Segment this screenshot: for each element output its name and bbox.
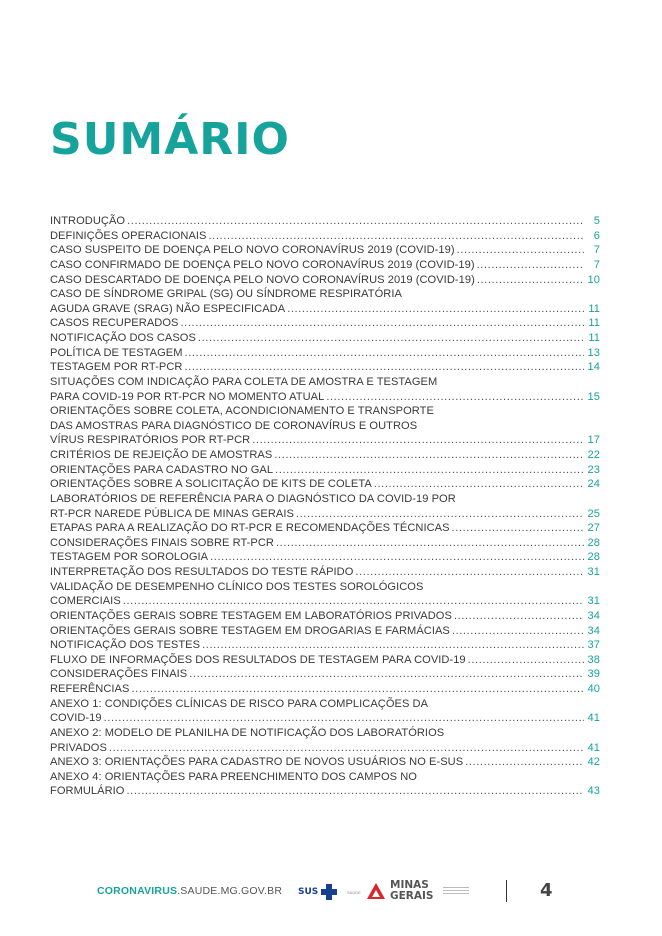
toc-page-number: 6 [593,229,600,242]
toc-entry[interactable] [50,331,600,346]
toc-entry-title: ANEXO 2: MODELO DE PLANILHA DE NOTIFICAÇÃO DOS LABORATÓRIOS [50,726,445,739]
toc-entry[interactable] [50,375,600,404]
toc-leader-dots [457,243,584,258]
toc-entry[interactable] [50,536,600,551]
toc-leader-dots [123,594,584,609]
sus-logo-text: SUS [298,887,319,897]
toc-page-number: 37 [587,639,600,652]
toc-page-number: 31 [587,595,600,608]
minas-gerais-logo [366,880,469,901]
toc-leader-dots [355,565,584,580]
toc-leader-dots [180,316,584,331]
toc-entry-title: ETAPAS PARA A REALIZAÇÃO DO RT-PCR E RECOMENDAÇÕES TÉCNICAS [50,522,450,535]
toc-page-number: 7 [593,258,600,271]
toc-entry[interactable] [50,697,600,726]
toc-leader-dots [198,331,584,346]
toc-page-number: 27 [587,522,600,535]
toc-leader-dots [276,536,584,551]
website-url-highlight: CORONAVIRUS [97,885,178,897]
toc-page-number: 15 [587,390,600,403]
toc-entry-title: TESTAGEM POR SOROLOGIA [50,551,209,564]
toc-leader-dots [465,755,584,770]
toc-page-number: 40 [587,683,600,695]
toc-page-number: 23 [587,463,600,476]
toc-page-number: 17 [587,434,600,447]
toc-entry[interactable] [50,682,600,697]
toc-page-number: 41 [587,741,600,754]
toc-page-number: 11 [588,302,600,315]
toc-leader-dots [127,214,584,229]
sus-logo [298,881,339,903]
toc-leader-dots [185,346,584,361]
toc-entry[interactable] [50,565,600,580]
toc-entry-title: TESTAGEM POR RT-PCR [50,361,183,374]
toc-entry[interactable] [50,667,600,682]
government-tagline-mark [443,885,469,896]
toc-leader-dots [477,258,584,273]
toc-entry[interactable] [50,521,600,536]
toc-entry-title: ANEXO 4: ORIENTAÇÕES PARA PREENCHIMENTO DOS CAMPOS NO [50,770,417,783]
toc-entry[interactable] [50,609,600,624]
toc-entry[interactable] [50,770,600,799]
toc-entry-title: CONSIDERAÇÕES FINAIS [50,668,188,681]
toc-leader-dots [454,609,584,624]
toc-entry-title: FLUXO DE INFORMAÇÕES DOS RESULTADOS DE TESTAGEM PARA COVID-19 [50,653,466,666]
toc-entry-title: ORIENTAÇÕES GERAIS SOBRE TESTAGEM EM LABORATÓRIOS PRIVADOS [50,609,452,622]
toc-entry[interactable] [50,346,600,361]
toc-entry[interactable] [50,726,600,755]
toc-page-number: 28 [587,536,600,549]
toc-entry[interactable] [50,624,600,639]
toc-leader-dots [468,653,584,668]
toc-entry[interactable] [50,360,600,375]
website-url[interactable] [97,885,282,897]
footer-divider [506,880,507,902]
toc-leader-dots [275,463,584,478]
toc-entry[interactable] [50,243,600,258]
toc-page-number: 5 [593,215,600,227]
toc-entry-title: ORIENTAÇÕES PARA CADASTRO NO GAL [50,463,274,476]
toc-page-number: 42 [587,756,600,769]
toc-entry-title: REFERÊNCIAS [50,683,130,695]
table-of-contents [50,214,600,799]
toc-page-number: 25 [587,507,600,520]
toc-page-number: 34 [587,624,600,637]
page-footer [0,878,662,908]
toc-entry[interactable] [50,755,600,770]
toc-leader-dots [252,433,584,448]
toc-entry-title: ANEXO 1: CONDIÇÕES CLÍNICAS DE RISCO PARA COMPLICAÇÕES DA [50,697,429,710]
toc-entry-title: ANEXO 3: ORIENTAÇÕES PARA CADASTRO DE NOVOS USUÁRIOS NO E-SUS [50,756,464,769]
toc-leader-dots [109,741,584,756]
toc-entry-title: CASO CONFIRMADO DE DOENÇA PELO NOVO CORONAVÍRUS 2019 (COVID-19) [50,258,475,271]
toc-page-number: 28 [587,551,600,564]
toc-entry[interactable] [50,653,600,668]
toc-page-number: 43 [587,785,600,798]
toc-entry[interactable] [50,316,600,331]
toc-page-number: 41 [587,712,600,725]
toc-entry-title: DEFINIÇÕES OPERACIONAIS [50,229,207,242]
toc-leader-dots [104,711,584,726]
toc-page-number: 38 [587,653,600,666]
toc-entry-title: RT-PCR NAREDE PÚBLICA DE MINAS GERAIS [50,507,294,520]
toc-entry-title: DAS AMOSTRAS PARA DIAGNÓSTICO DE CORONAVÍRUS E OUTROS [50,419,418,432]
toc-entry[interactable] [50,580,600,609]
toc-leader-dots [287,302,584,317]
toc-entry-title: ORIENTAÇÕES GERAIS SOBRE TESTAGEM EM DROGARIAS E FARMÁCIAS [50,624,450,637]
toc-entry[interactable] [50,638,600,653]
toc-leader-dots [374,477,584,492]
toc-entry-title: CONSIDERAÇÕES FINAIS SOBRE RT-PCR [50,536,274,549]
toc-entry[interactable] [50,214,600,229]
toc-entry-title: NOTIFICAÇÃO DOS CASOS [50,332,196,344]
toc-entry-title: AGUDA GRAVE (SRAG) NÃO ESPECIFICADA [50,302,286,315]
toc-page-number: 11 [588,317,600,330]
toc-entry-title: FORMULÁRIO [50,785,125,798]
toc-page-number: 31 [587,566,600,578]
toc-leader-dots [209,229,585,244]
toc-leader-dots [202,638,584,653]
toc-entry[interactable] [50,229,600,244]
toc-entry-title: ORIENTAÇÕES SOBRE COLETA, ACONDICIONAMENTO E TRANSPORTE [50,405,434,418]
toc-entry-title: PARA COVID-19 POR RT-PCR NO MOMENTO ATUAL [50,390,325,403]
website-url-rest: .SAUDE.MG.GOV.BR [177,885,283,897]
toc-leader-dots [452,624,584,639]
toc-entry-title: LABORATÓRIOS DE REFERÊNCIA PARA O DIAGNÓSTICO DA COVID-19 POR [50,492,456,505]
toc-entry[interactable] [50,273,600,288]
toc-page-number: 13 [587,346,600,359]
toc-entry-title: NOTIFICAÇÃO DOS TESTES [50,639,201,652]
page-title: SUMÁRIO [50,114,290,165]
toc-leader-dots [189,667,584,682]
toc-entry-title: CASO DESCARTADO DE DOENÇA PELO NOVO CORONAVÍRUS 2019 (COVID-19) [50,273,475,286]
page-number: 4 [540,880,553,901]
toc-entry[interactable] [50,463,600,478]
toc-leader-dots [126,784,584,799]
toc-entry-title: PRIVADOS [50,741,107,754]
toc-entry-title: CASO SUSPEITO DE DOENÇA PELO NOVO CORONAVÍRUS 2019 (COVID-19) [50,244,455,257]
toc-entry-title: POLÍTICA DE TESTAGEM [50,346,183,359]
toc-leader-dots [274,448,584,463]
toc-entry-title: CRITÉRIOS DE REJEIÇÃO DE AMOSTRAS [50,449,273,461]
toc-entry-title: INTRODUÇÃO [50,215,126,227]
toc-entry-title: VALIDAÇÃO DE DESEMPENHO CLÍNICO DOS TESTES SOROLÓGICOS [50,580,424,593]
toc-page-number: 22 [587,449,600,461]
toc-entry[interactable] [50,477,600,492]
sus-cross-icon [319,883,339,901]
toc-entry[interactable] [50,492,600,521]
toc-entry-title: COVID-19 [50,712,102,725]
toc-entry-title: CASOS RECUPERADOS [50,317,179,330]
toc-leader-dots [184,360,584,375]
minas-gerais-triangle-icon [366,882,386,900]
toc-entry-title: CASO DE SÍNDROME GRIPAL (SG) OU SÍNDROME RESPIRATÓRIA [50,288,402,301]
toc-entry[interactable] [50,258,600,273]
toc-page-number: 7 [593,244,600,257]
toc-entry-title: VÍRUS RESPIRATÓRIOS POR RT-PCR [50,434,251,447]
toc-leader-dots [326,390,584,405]
minas-gerais-name: MINAS GERAIS [390,879,434,902]
toc-leader-dots [210,550,584,565]
toc-entry[interactable] [50,287,600,316]
toc-leader-dots [452,521,584,536]
toc-entry-title: INTERPRETAÇÃO DOS RESULTADOS DO TESTE RÁPIDO [50,566,354,578]
toc-page-number: 14 [587,361,600,374]
toc-entry-title: ORIENTAÇÕES SOBRE A SOLICITAÇÃO DE KITS DE COLETA [50,478,372,491]
toc-entry[interactable] [50,404,600,448]
toc-leader-dots [131,682,584,697]
toc-entry[interactable] [50,550,600,565]
toc-page-number: 34 [587,609,600,622]
toc-page-number: 10 [587,273,600,286]
toc-entry[interactable] [50,448,600,463]
toc-page-number: 39 [587,668,600,681]
toc-entry-title: SITUAÇÕES COM INDICAÇÃO PARA COLETA DE AMOSTRA E TESTAGEM [50,375,438,388]
toc-leader-dots [477,273,584,288]
health-ministry-logo: SAÚDE [347,890,361,895]
toc-page-number: 24 [587,478,600,491]
toc-page-number: 11 [588,332,600,344]
toc-leader-dots [296,507,584,522]
toc-entry-title: COMERCIAIS [50,595,121,608]
